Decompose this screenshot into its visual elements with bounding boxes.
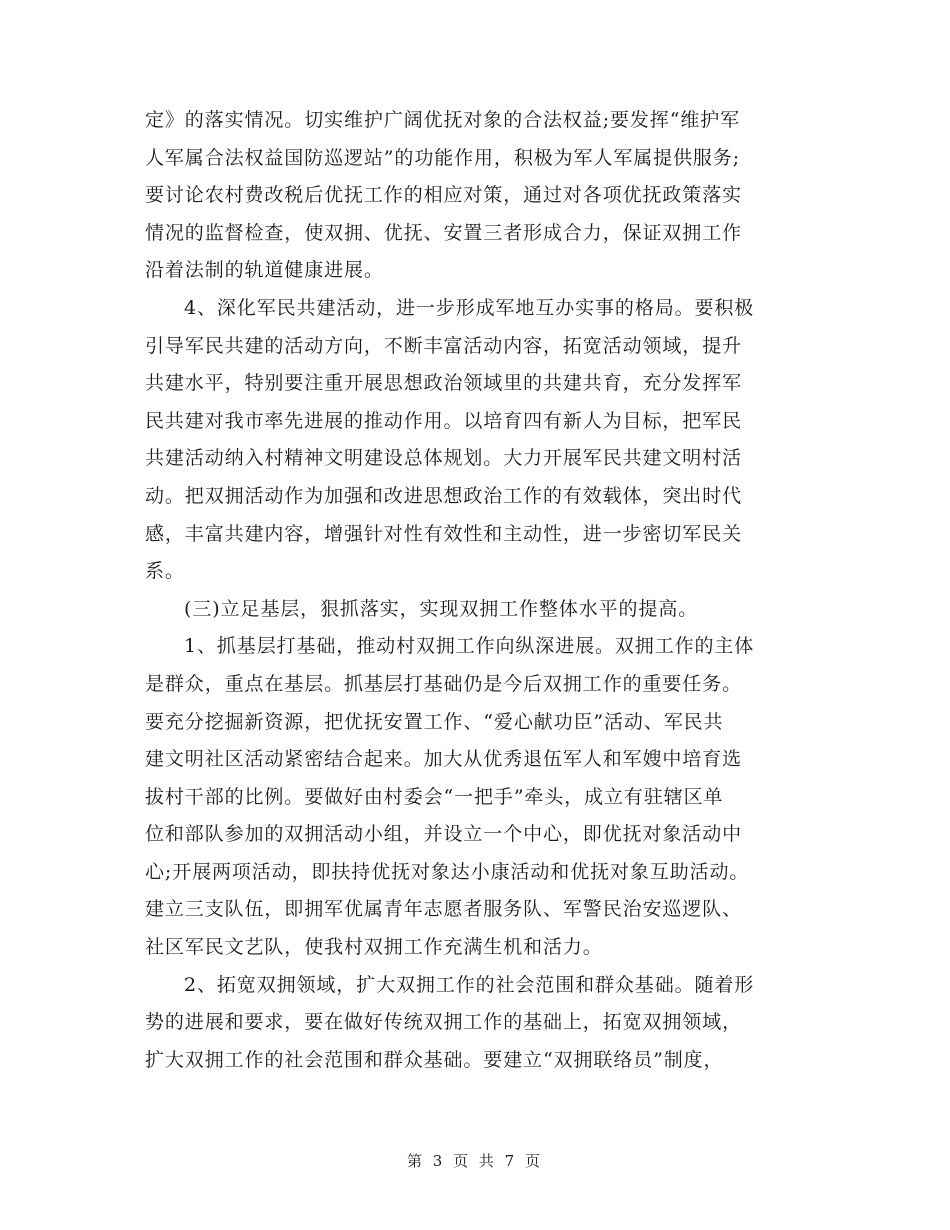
text-line: 是群众，重点在基层。抓基层打基础仍是今后双拥工作的重要任务。 bbox=[145, 672, 743, 695]
paragraph-start-line: 1、抓基层打基础，推动村双拥工作向纵深进展。双拥工作的主体 bbox=[184, 635, 755, 658]
text-line: 拔村干部的比例。要做好由村委会“一把手”牵头，成立有驻辖区单 bbox=[145, 785, 724, 808]
text-line: 引导军民共建的活动方向，不断丰富活动内容，拓宽活动领域，提升 bbox=[145, 334, 743, 357]
text-line: 社区军民文艺队，使我村双拥工作充满生机和活力。 bbox=[145, 936, 603, 959]
paragraph-start-line: 2、拓宽双拥领域，扩大双拥工作的社会范围和群众基础。随着形 bbox=[184, 973, 755, 996]
text-line: 动。把双拥活动作为加强和改进思想政治工作的有效载体，突出时代 bbox=[145, 484, 743, 507]
body-text bbox=[145, 102, 810, 1079]
section-heading: (三)立足基层，狠抓落实，实现双拥工作整体水平的提高。 bbox=[184, 597, 699, 620]
text-line: 要讨论农村费改税后优抚工作的相应对策，通过对各项优抚政策落实 bbox=[145, 184, 743, 207]
text-line: 共建活动纳入村精神文明建设总体规划。大力开展军民共建文明村活 bbox=[145, 447, 743, 470]
paragraph-start-line: 4、深化军民共建活动，进一步形成军地互办实事的格局。要积极 bbox=[184, 296, 755, 319]
text-line: 共建水平，特别要注重开展思想政治领域里的共建共育，充分发挥军 bbox=[145, 372, 743, 395]
text-line: 民共建对我市率先进展的推动作用。以培育四有新人为目标，把军民 bbox=[145, 409, 743, 432]
text-line: 扩大双拥工作的社会范围和群众基础。要建立“双拥联络员”制度， bbox=[145, 1048, 724, 1071]
text-line: 系。 bbox=[145, 560, 185, 583]
page-number-footer: 第 3 页 共 7 页 bbox=[407, 1152, 543, 1170]
text-line: 建立三支队伍，即拥军优属青年志愿者服务队、军警民治安巡逻队、 bbox=[145, 898, 743, 921]
text-line: 感，丰富共建内容，增强针对性有效性和主动性，进一步密切军民关 bbox=[145, 522, 743, 545]
text-line: 要充分挖掘新资源，把优抚安置工作、“爱心献功臣”活动、军民共 bbox=[145, 710, 724, 733]
text-line: 位和部队参加的双拥活动小组，并设立一个中心，即优抚对象活动中 bbox=[145, 823, 743, 846]
text-line: 心;开展两项活动，即扶持优抚对象达小康活动和优抚对象互助活动。 bbox=[145, 860, 750, 883]
text-line: 定》的落实情况。切实维护广阔优抚对象的合法权益;要发挥“维护军 bbox=[145, 109, 741, 131]
text-line: 势的进展和要求，要在做好传统双拥工作的基础上，拓宽双拥领域， bbox=[145, 1011, 743, 1034]
text-line: 情况的监督检查，使双拥、优抚、安置三者形成合力，保证双拥工作 bbox=[145, 221, 743, 244]
text-line: 建文明社区活动紧密结合起来。加大从优秀退伍军人和军嫂中培育选 bbox=[145, 748, 743, 771]
text-line: 沿着法制的轨道健康进展。 bbox=[145, 259, 384, 282]
text-line: 人军属合法权益国防巡逻站”的功能作用，积极为军人军属提供服务; bbox=[145, 146, 741, 169]
